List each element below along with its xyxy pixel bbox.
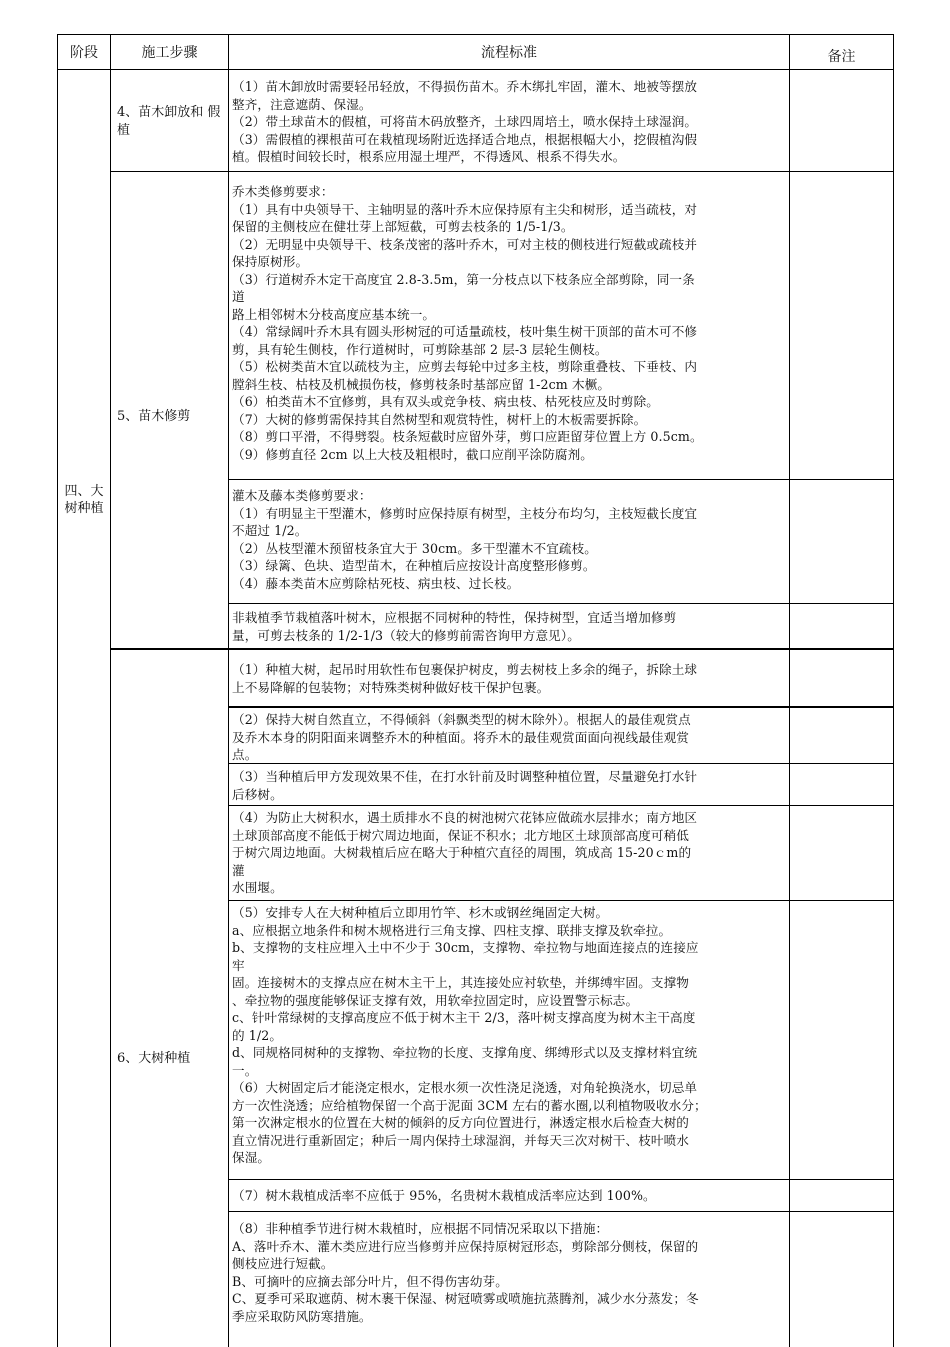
standard-text: （4）为防止大树积水，遇土质排水不良的树池树穴花钵应做疏水层排水；南方地区 土球顶部高度不能低于树穴周边地面，保证不积水；北方地区土球顶部高度可稍低 于树穴周边地面。大树栽植后应在略大于种植穴直径的周围，筑成高 15-20ｃm的 灌 水围堰。 [232, 810, 698, 895]
column-divider [228, 35, 229, 1347]
row-divider [58, 69, 893, 70]
step-label: 4、苗木卸放和 假植 [117, 105, 221, 138]
row-divider [228, 603, 893, 604]
row-divider [228, 900, 893, 901]
standard-text: （8）非种植季节进行树木栽植时，应根据不同情况采取以下措施： A、落叶乔木、灌木类应进行应当修剪并应保持原树冠形态，剪除部分侧枝，保留的 侧枝应进行短截。 B、可摘叶的应摘去部分叶片，但不得伤害幼芽。 C、夏季可采取遮荫、树木裹干保湿、树冠喷雾或喷施抗蒸腾剂，减少水分蒸发；冬 季应采取防风防寒措施。 [232, 1221, 699, 1324]
column-divider [110, 35, 111, 1347]
row-divider [228, 1211, 893, 1212]
header-stage: 阶段 [70, 45, 98, 61]
standard-text: （1）苗木卸放时需要轻吊轻放，不得损伤苗木。乔木绑扎牢固，灌木、地被等摆放 整齐，注意遮荫、保湿。 （2）带土球苗木的假植，可将苗木码放整齐，土球四周培土，喷水保持土球湿润。 （3）需假植的裸根苗可在栽植现场附近选择适合地点，根据根幅大小，挖假植沟假 植。假植时间较长时，根系应用湿土埋严，不得透风、根系不得失水。 [232, 79, 698, 164]
stage-label: 四、大 树种植 [64, 484, 104, 516]
row-divider [228, 805, 893, 806]
standard-text: （2）保持大树自然直立，不得倾斜（斜飘类型的树木除外）。根据人的最佳观赏点 及乔木本身的阴阳面来调整乔木的种植面。将乔木的最佳观赏面面向视线最佳观赏 点。 [232, 712, 691, 762]
construction-standard-table [57, 34, 894, 1347]
standard-text: （7）树木栽植成活率不应低于 95%，名贵树木栽植成活率应达到 100%。 [232, 1188, 656, 1203]
header-remark: 备注 [827, 49, 856, 65]
row-divider [228, 1179, 893, 1180]
header-standard: 流程标准 [481, 45, 537, 61]
row-divider [228, 706, 893, 708]
row-divider [228, 479, 893, 480]
standard-text: （3）当种植后甲方发现效果不佳，在打水针前及时调整种植位置，尽量避免打水针 后移树。 [232, 769, 698, 802]
column-divider [789, 35, 790, 1347]
row-divider [110, 648, 893, 650]
step-label: 6、大树种植 [117, 1051, 191, 1066]
standard-text: 乔木类修剪要求： （1）具有中央领导干、主轴明显的落叶乔木应保持原有主尖和树形，适当疏枝，对 保留的主侧枝应在健壮芽上部短截，可剪去枝条的 1/5-1/3。 （2）无明显中央领导干、枝条茂密的落叶乔木，可对主枝的侧枝进行短截或疏枝并 保持原树形。 （3）行道树乔木定干高度宜 2.8-3.5m，第一分枝点以下枝条应全部剪除，同一条 道 路上相邻树木分枝高度应基本统一。 （4）常绿阔叶乔木具有圆头形树冠的可适量疏枝，枝叶集生树干顶部的苗木可不修 剪，具有轮生侧枝，作行道树时，可剪除基部 2 层-3 层轮生侧枝。 （5）松树类苗木宜以疏枝为主，应剪去每轮中过多主枝，剪除重叠枝、下垂枝、内 膛斜生枝、枯枝及机械损伤枝，修剪枝条时基部应留 1-2cm 木橛。 （6）柏类苗木不宜修剪，具有双头或竞争枝、病虫枝、枯死枝应及时剪除。 （7）大树的修剪需保持其自然树型和观赏特性，树杆上的木板需要拆除。 （8）剪口平滑，不得劈裂。枝条短截时应留外芽，剪口应距留芽位置上方 0.5cm。 （9）修剪直径 2cm 以上大枝及粗根时，截口应削平涂防腐剂。 [232, 184, 703, 462]
standard-text: （5）安排专人在大树种植后立即用竹竿、杉木或钢丝绳固定大树。 a、应根据立地条件和树木规格进行三角支撑、四柱支撑、联排支撑及软牵拉。 b、支撑物的支柱应埋入土中不少于 30cm，支撑物、牵拉物与地面连接点的连接应 牢 固。连接树木的支撑点应在树木主干上，其连接处应衬软垫，并绑缚牢固。支撑物 、牵拉物的强度能够保证支撑有效，用软牵拉固定时，应设置警示标志。 c、针叶常绿树的支撑高度应不低于树木主干 2/3，落叶树支撑高度为树木主干高度 的 1/2。 d、同规格同树种的支撑物、牵拉物的长度、支撑角度、绑缚形式以及支撑材料宜统 一。 （6）大树固定后才能浇定根水，定根水须一次性浇足浇透，对角轮换浇水，切忌单 方一次性浇透；应给植物保留一个高于泥面 3CM 左右的蓄水圈,以利植物吸收水分； 第一次淋定根水的位置在大树的倾斜的反方向位置进行，淋透定根水后检查大树的 直立情况进行重新固定；种后一周内保持土球湿润，并每天三次对树干、枝叶喷水 保湿。 [232, 905, 707, 1165]
standard-text: 非栽植季节栽植落叶树木，应根据不同树种的特性，保持树型，宜适当增加修剪 量，可剪去枝条的 1/2-1/3（较大的修剪前需咨询甲方意见）。 [232, 610, 677, 643]
row-divider [110, 171, 893, 172]
standard-text: 灌木及藤本类修剪要求： （1）有明显主干型灌木，修剪时应保持原有树型，主枝分布均匀，主枝短截长度宜 不超过 1/2。 （2）丛枝型灌木预留枝条宜大于 30cm。多干型灌木不宜疏枝。 （3）绿篱、色块、造型苗木，在种植后应按设计高度整形修剪。 （4）藤本类苗木应剪除枯死枝、病虫枝、过长枝。 [232, 488, 698, 591]
step-label: 5、苗木修剪 [117, 409, 191, 424]
standard-text: （1）种植大树，起吊时用软性布包裹保护树皮，剪去树枝上多余的绳子，拆除土球 上不易降解的包装物；对特殊类树种做好枝干保护包裹。 [232, 662, 698, 695]
header-step: 施工步骤 [141, 45, 198, 61]
